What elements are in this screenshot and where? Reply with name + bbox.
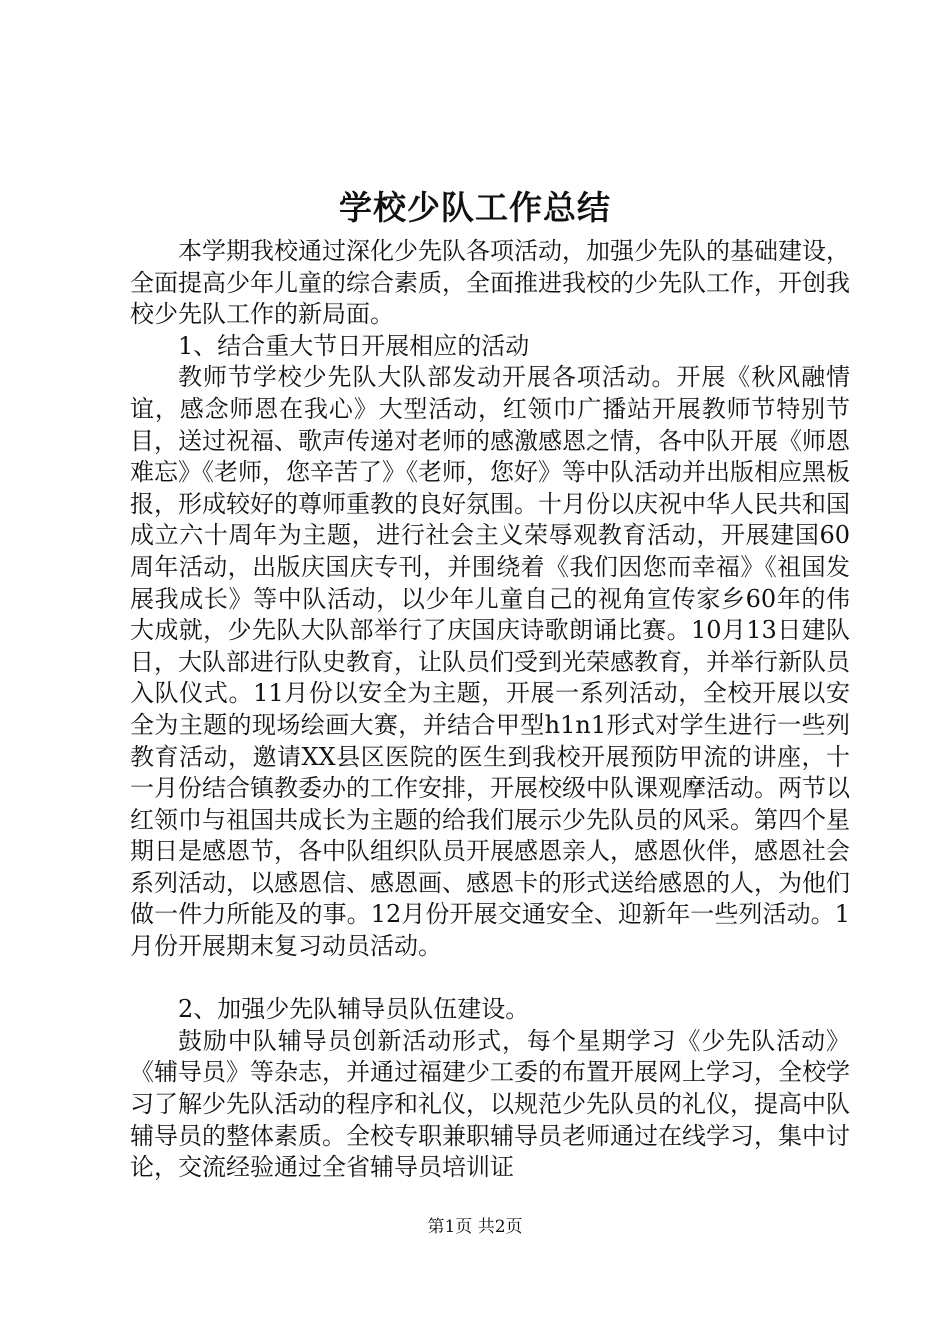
section-heading-2: 2、加强少先队辅导员队伍建设。 <box>178 995 530 1024</box>
intro-paragraph: 本学期我校通过深化少先队各项活动，加强少先队的基础建设，全面提高少年儿童的综合素质，全面推进我校的少先队工作，开创我校少先队工作的新局面。 <box>130 237 850 329</box>
section-2-paragraph: 鼓励中队辅导员创新活动形式，每个星期学习《少先队活动》《辅导员》等杂志，并通过福建少工委的布置开展网上学习，全校学习了解少先队活动的程序和礼仪，以规范少先队员的礼仪，提高中队辅导员的整体素质。全校专职兼职辅导员老师通过在线学习，集中讨论，交流经验通过全省辅导员培训证 <box>130 1026 850 1182</box>
paragraph-gap <box>130 963 850 995</box>
page-footer: 第1页 共2页 <box>427 1217 523 1237</box>
section-1-paragraph: 教师节学校少先队大队部发动开展各项活动。开展《秋风融情谊，感念师恩在我心》大型活动，红领巾广播站开展教师节特别节目，送过祝福、歌声传递对老师的感激感恩之情，各中队开展《师恩难忘》《老师，您辛苦了》《老师，您好》等中队活动并出版相应黑板报，形成较好的尊师重教的良好氛围。十月份以庆祝中华人民共和国成立六十周年为主题，进行社会主义荣辱观教育活动，开展建国60周年活动，出版庆国庆专刊，并围绕着《我们因您而幸福》《祖国发展我成长》等中队活动，以少年儿童自己的视角宣传家乡60年的伟大成就，少先队大队部举行了庆国庆诗歌朗诵比赛。10月13日建队日，大队部进行队史教育，让队员们受到光荣感教育，并举行新队员入队仪式。11月份以安全为主题，开展一系列活动，全校开展以安全为主题的现场绘画大赛，并结合甲型h1n1形式对学生进行一些列教育活动，邀请XX县区医院的医生到我校开展预防甲流的讲座，十一月份结合镇教委办的工作安排，开展校级中队课观摩活动。两节以红领巾与祖国共成长为主题的给我们展示少先队员的风采。第四个星期日是感恩节，各中队组织队员开展感恩亲人，感恩伙伴，感恩社会系列活动，以感恩信、感恩画、感恩卡的形式送给感恩的人，为他们做一件力所能及的事。12月份开展交通安全、迎新年一些列活动。1月份开展期末复习动员活动。 <box>130 363 850 961</box>
section-heading-1: 1、结合重大节日开展相应的活动 <box>178 331 530 360</box>
document-body <box>130 236 850 1184</box>
document-title: 学校少队工作总结 <box>339 188 611 227</box>
